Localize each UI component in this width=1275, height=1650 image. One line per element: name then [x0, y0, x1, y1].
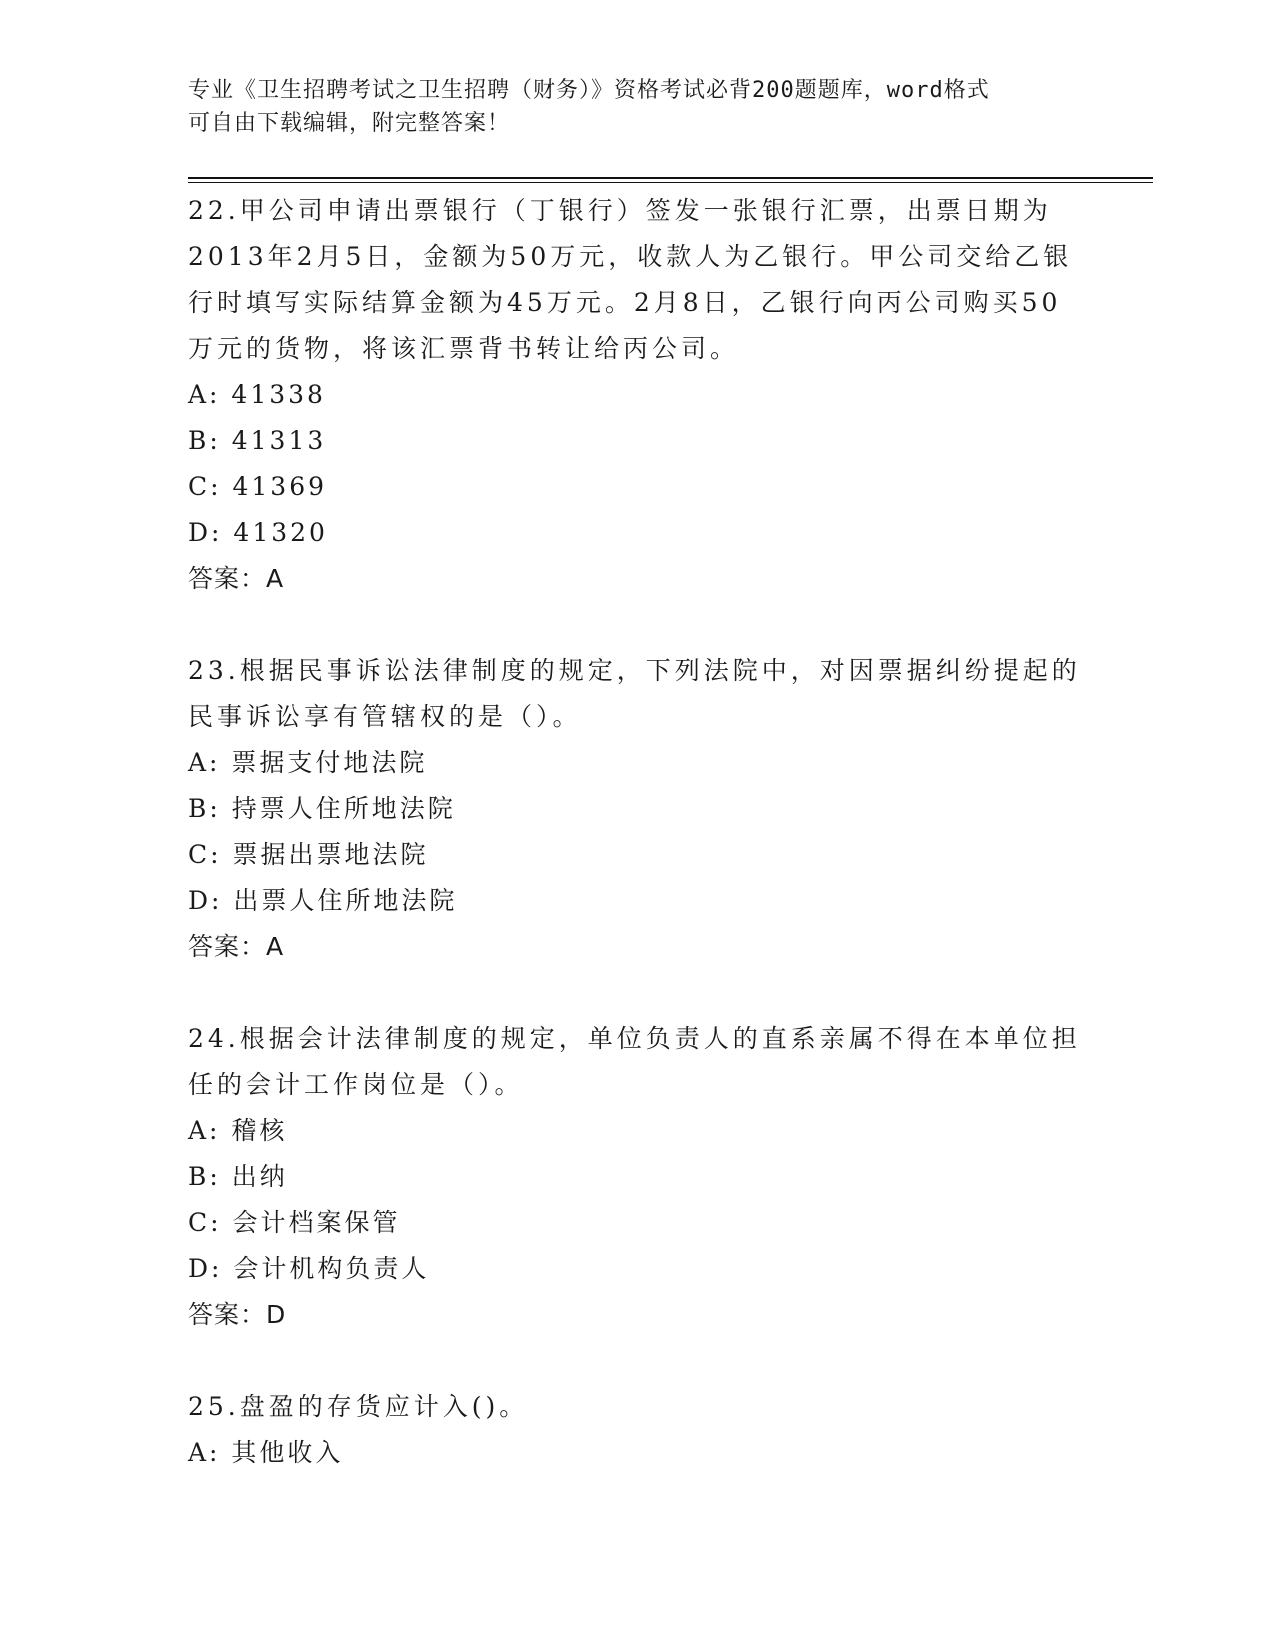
question-list: [188, 188, 1088, 1476]
header-line-2: 可自由下载编辑，附完整答案！: [188, 111, 511, 136]
option-c: C: 会计档案保管: [188, 1208, 401, 1237]
option-a: A: 其他收入: [188, 1438, 344, 1467]
answer-line: 答案：A: [188, 932, 285, 961]
question-stem-line: 任的会计工作岗位是（）。: [188, 1070, 524, 1099]
header-line-1: 专业《卫生招聘考试之卫生招聘（财务）》资格考试必背200题题库，word格式: [188, 78, 990, 103]
option-c: C: 41369: [188, 472, 328, 501]
option-a: A: 稽核: [188, 1116, 288, 1145]
question-stem-line: 2013年2月5日，金额为50万元，收款人为乙银行。甲公司交给乙银: [188, 242, 1073, 271]
answer-line: 答案：A: [188, 564, 285, 593]
question-stem-line: 23.根据民事诉讼法律制度的规定，下列法院中，对因票据纠纷提起的: [188, 656, 1081, 685]
header-divider-thin: [188, 182, 1153, 183]
question-stem-line: 行时填写实际结算金额为45万元。2月8日，乙银行向丙公司购买50: [188, 288, 1062, 317]
question-stem-line: 民事诉讼享有管辖权的是（）。: [188, 702, 582, 731]
question-22: [188, 188, 1088, 602]
question-spacer: [188, 1338, 1088, 1384]
option-b: B: 持票人住所地法院: [188, 794, 456, 823]
question-stem-line: 22.甲公司申请出票银行（丁银行）签发一张银行汇票，出票日期为: [188, 196, 1052, 225]
question-stem-line: 24.根据会计法律制度的规定，单位负责人的直系亲属不得在本单位担: [188, 1024, 1081, 1053]
header-divider-thick: [188, 177, 1153, 179]
question-25: [188, 1384, 1088, 1476]
option-d: D: 41320: [188, 518, 328, 547]
option-d: D: 出票人住所地法院: [188, 886, 458, 915]
option-b: B: 41313: [188, 426, 327, 455]
answer-line: 答案：D: [188, 1300, 287, 1329]
document-header: [188, 74, 1068, 140]
question-stem-line: 万元的货物，将该汇票背书转让给丙公司。: [188, 334, 740, 363]
option-c: C: 票据出票地法院: [188, 840, 429, 869]
question-23: [188, 648, 1088, 970]
option-d: D: 会计机构负责人: [188, 1254, 430, 1283]
question-stem-line: 25.盘盈的存货应计入()。: [188, 1392, 529, 1421]
question-spacer: [188, 602, 1088, 648]
question-24: [188, 1016, 1088, 1338]
option-b: B: 出纳: [188, 1162, 288, 1191]
question-spacer: [188, 970, 1088, 1016]
option-a: A: 41338: [188, 380, 326, 409]
option-a: A: 票据支付地法院: [188, 748, 428, 777]
